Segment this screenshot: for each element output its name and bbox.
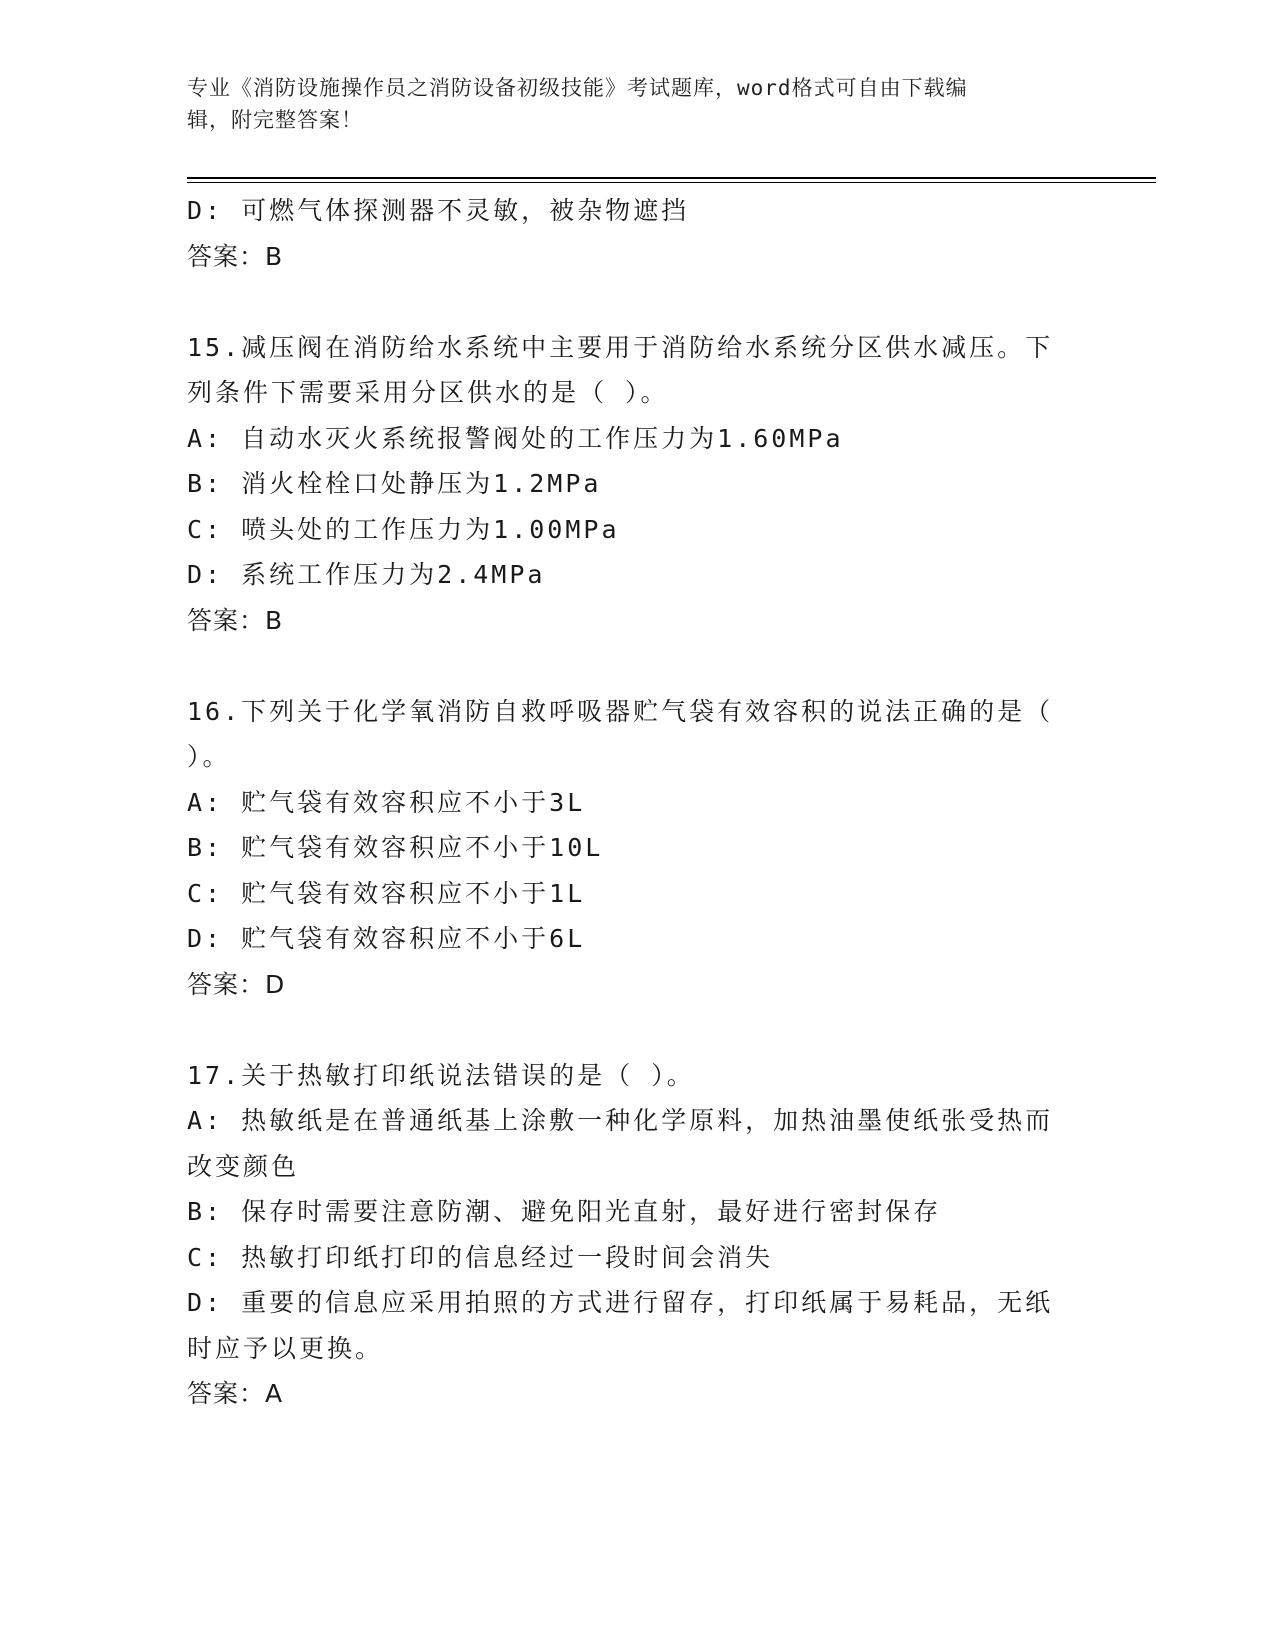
option-d: D: 系统工作压力为2.4MPa bbox=[187, 560, 546, 589]
question-15 bbox=[187, 325, 1087, 644]
answer-line: 答案：B bbox=[187, 241, 284, 271]
carryover-block bbox=[187, 188, 1087, 279]
option-c: C: 热敏打印纸打印的信息经过一段时间会消失 bbox=[187, 1242, 774, 1272]
header-rule-thin bbox=[187, 182, 1156, 183]
question-stem: ）。 bbox=[187, 742, 231, 771]
option-d: D: 贮气袋有效容积应不小于6L bbox=[187, 924, 586, 953]
option-a: A: 热敏纸是在普通纸基上涂敷一种化学原料，加热油墨使纸张受热而 bbox=[187, 1106, 1054, 1135]
question-17 bbox=[187, 1053, 1087, 1417]
header-line: 辑，附完整答案！ bbox=[187, 108, 363, 132]
answer-line: 答案：B bbox=[187, 605, 284, 635]
question-stem: 列条件下需要采用分区供水的是（ ）。 bbox=[187, 378, 669, 407]
option-d: D: 可燃气体探测器不灵敏，被杂物遮挡 bbox=[187, 196, 690, 225]
question-stem: 17.关于热敏打印纸说法错误的是（ ）。 bbox=[187, 1060, 695, 1090]
option-a: A: 贮气袋有效容积应不小于3L bbox=[187, 787, 586, 817]
answer-line: 答案：A bbox=[187, 1379, 284, 1408]
page-header bbox=[187, 72, 1067, 136]
header-line: 专业《消防设施操作员之消防设备初级技能》考试题库，word格式可自由下载编 bbox=[187, 76, 968, 100]
option-a-continued: 改变颜色 bbox=[187, 1151, 300, 1181]
option-d-continued: 时应予以更换。 bbox=[187, 1333, 384, 1363]
option-a: A: 自动水灭火系统报警阀处的工作压力为1.60MPa bbox=[187, 423, 844, 453]
option-b: B: 贮气袋有效容积应不小于10L bbox=[187, 833, 604, 862]
option-c: C: 贮气袋有效容积应不小于1L bbox=[187, 878, 586, 908]
question-16 bbox=[187, 689, 1087, 1008]
option-c: C: 喷头处的工作压力为1.00MPa bbox=[187, 514, 620, 544]
option-d: D: 重要的信息应采用拍照的方式进行留存，打印纸属于易耗品，无纸 bbox=[187, 1288, 1054, 1317]
option-b: B: 消火栓栓口处静压为1.2MPa bbox=[187, 469, 602, 498]
answer-line: 答案：D bbox=[187, 969, 286, 999]
question-content bbox=[187, 188, 1087, 1417]
question-stem: 15.减压阀在消防给水系统中主要用于消防给水系统分区供水减压。下 bbox=[187, 332, 1054, 362]
header-rule bbox=[187, 177, 1156, 179]
question-stem: 16.下列关于化学氧消防自救呼吸器贮气袋有效容积的说法正确的是（ bbox=[187, 696, 1054, 726]
option-b: B: 保存时需要注意防潮、避免阳光直射，最好进行密封保存 bbox=[187, 1197, 942, 1226]
